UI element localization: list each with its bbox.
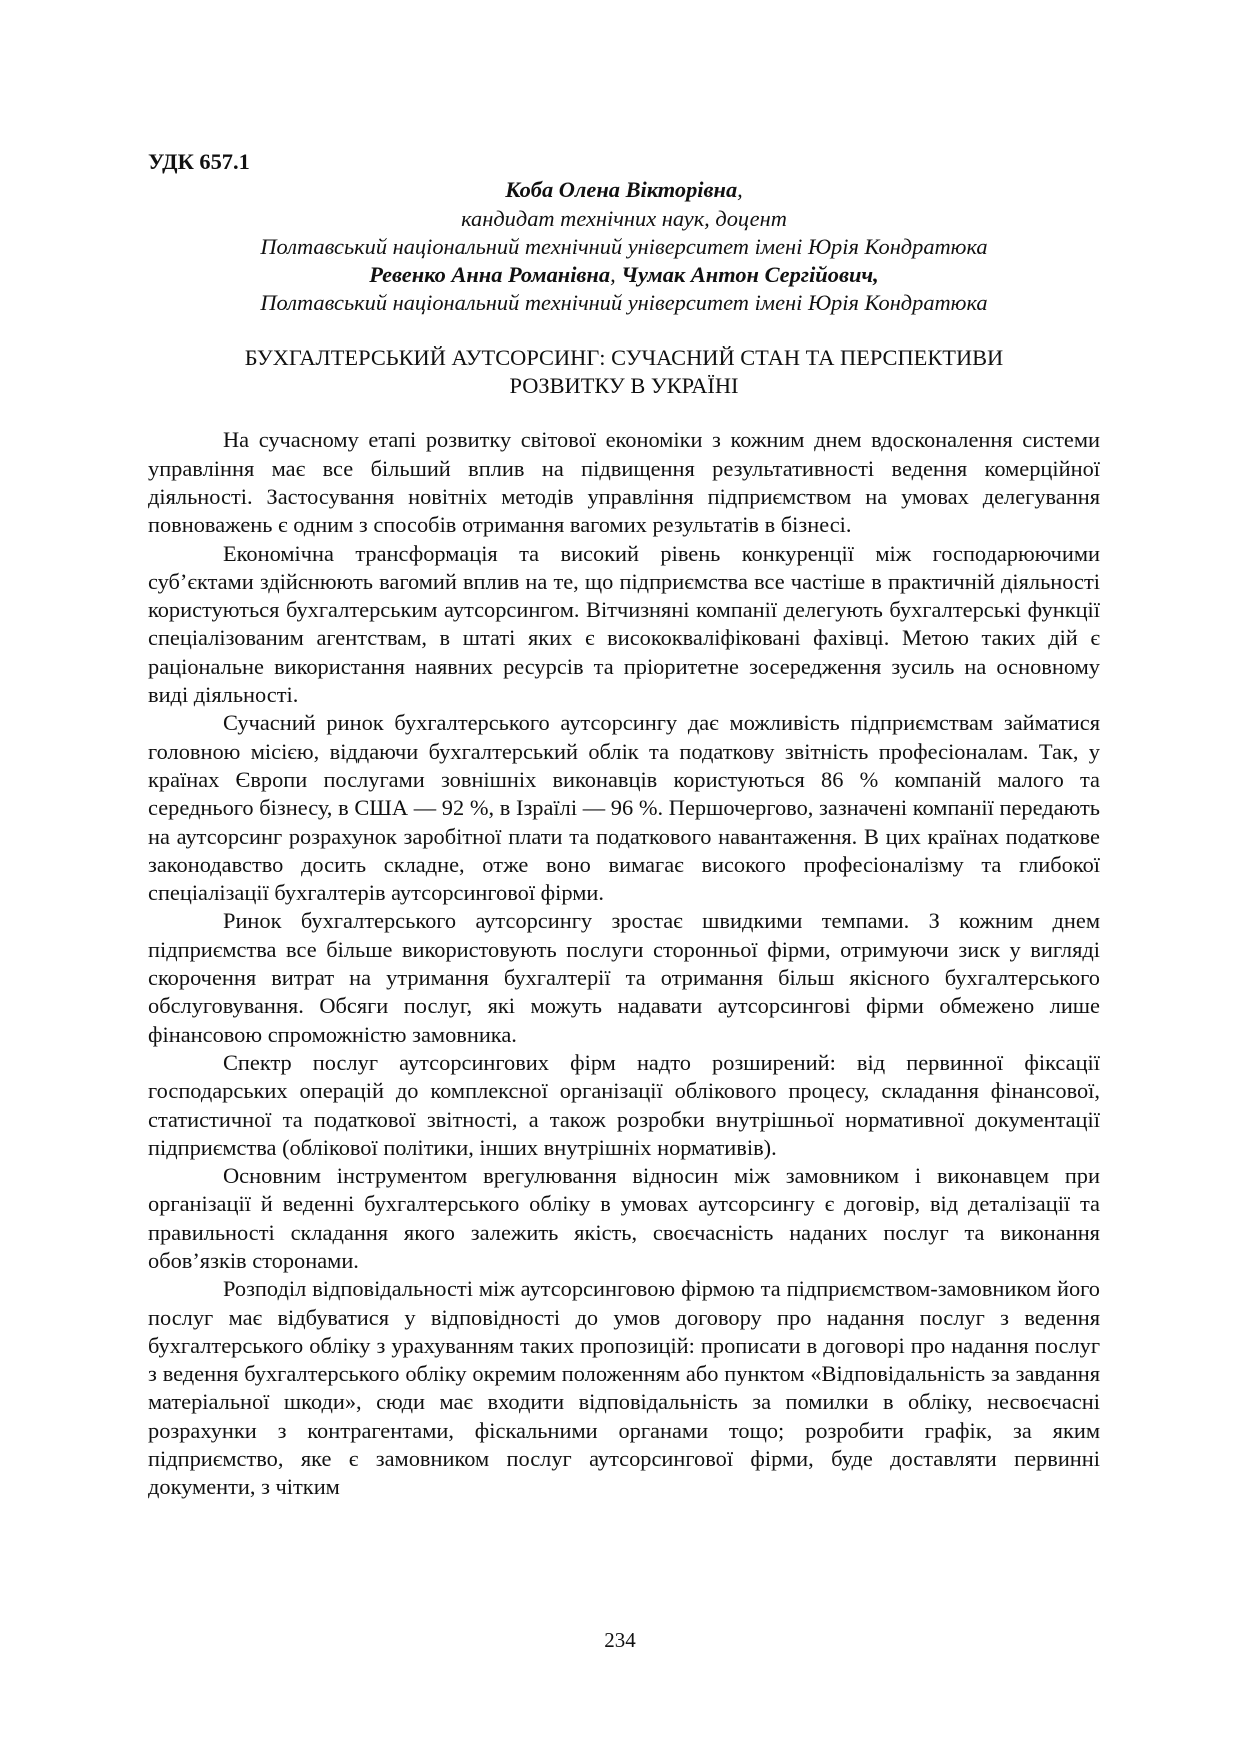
paragraph: Основним інструментом врегулювання відносин між замовником і виконавцем при організації й веденні бухгалтерського обліку в умовах аутсорсингу є договір, від деталізації та правильності складання якого залежить якість, своєчасність наданих послуг та виконання обов’язків сторонами. [148, 1163, 1100, 1273]
paragraph: Економічна трансформація та високий рівень конкуренції між господарюючими суб’єктами здійснюють вагомий вплив на те, що підприємства все частіше в практичній діяльності користуються бухгалтерським аутсорсингом. Вітчизняні компанії делегують бухгалтерські функції спеціалізованим агентствам, в штаті яких є висококваліфіковані фахівці. Метою таких дій є раціональне використання наявних ресурсів та пріоритетне зосередження зусиль на основному виді діяльності. [148, 540, 1100, 708]
author-2-name: Ревенко Анна Романівна [369, 262, 611, 288]
article-page [148, 148, 1100, 1502]
paragraph: Сучасний ринок бухгалтерського аутсорсингу дає можливість підприємствам займатися головною місією, віддаючи бухгалтерський облік та податкову звітність професіоналам. Так, у країнах Європи послугами зовнішніх виконавців користуються 86 % компаній малого та середнього бізнесу, в США — 92 %, в Ізраїлі — 96 %. Першочергово, зазначені компанії передають на аутсорсинг розрахунок заробітної плати та податкового навантаження. В цих країнах податкове законодавство досить складне, отже воно вимагає високого професіоналізму та глибокої спеціалізації бухгалтерів аутсорсингової фірми. [148, 710, 1100, 906]
paragraph: Розподіл відповідальності між аутсорсинговою фірмою та підприємством-замовником його послуг має відбуватися у відповідності до умов договору про надання послуг з ведення бухгалтерського обліку з урахуванням таких пропозицій: прописати в договорі про надання послуг з ведення бухгалтерського обліку окремим положенням або пунктом «Відповідальність за завдання матеріальної шкоди», сюди має входити відповідальність за помилки в обліку, несвоєчасні розрахунки з контрагентами, фіскальними органами тощо; розробити графік, за яким підприємство, яке є замовником послуг аутсорсингової фірми, буде доставляти первинні документи, з чітким [148, 1276, 1100, 1500]
author-3-name: Чумак Антон Сергійович, [621, 262, 879, 288]
author-1-line [148, 176, 1100, 204]
author-block [148, 176, 1100, 317]
authors-2-3-line [148, 261, 1100, 289]
udk-code: УДК 657.1 [148, 149, 250, 174]
affiliation-1: Полтавський національний технічний університет імені Юрія Кондратюка [260, 233, 988, 259]
author-2-separator: , [610, 262, 622, 288]
author-1-name: Коба Олена Вікторівна [505, 177, 738, 203]
author-1-degree: кандидат технічних наук, доцент [461, 205, 787, 231]
author-1-separator: , [737, 177, 743, 203]
title-line-1: БУХГАЛТЕРСЬКИЙ АУТСОРСИНГ: СУЧАСНИЙ СТАН ТА ПЕРСПЕКТИВИ [244, 344, 1004, 370]
paragraph: На сучасному етапі розвитку світової економіки з кожним днем вдосконалення системи управління має все більший вплив на підвищення результативності ведення комерційної діяльності. Застосування новітніх методів управління підприємством на умовах делегування повноважень є одним з способів отримання вагомих результатів в бізнесі. [148, 427, 1100, 538]
paragraph: Спектр послуг аутсорсингових фірм надто розширений: від первинної фіксації господарських операцій до комплексної організації облікового процесу, складання фінансової, статистичної та податкової звітності, а також розробки внутрішньої нормативної документації підприємства (облікової політики, інших внутрішніх нормативів). [148, 1049, 1100, 1160]
affiliation-2: Полтавський національний технічний університет імені Юрія Кондратюка [260, 290, 988, 316]
page-number: 234 [604, 1628, 636, 1652]
article-body [148, 426, 1100, 1501]
paragraph: Ринок бухгалтерського аутсорсингу зростає швидкими темпами. З кожним днем підприємства все більше використовують послуги сторонньої фірми, отримуючи зиск у вигляді скорочення витрат на утримання бухгалтерії та отримання більш якісного бухгалтерського обслуговування. Обсяги послуг, які можуть надавати аутсорсингові фірми обмежено лише фінансовою спроможністю замовника. [148, 908, 1100, 1047]
article-title [148, 344, 1100, 401]
title-line-2: РОЗВИТКУ В УКРАЇНІ [509, 373, 739, 399]
